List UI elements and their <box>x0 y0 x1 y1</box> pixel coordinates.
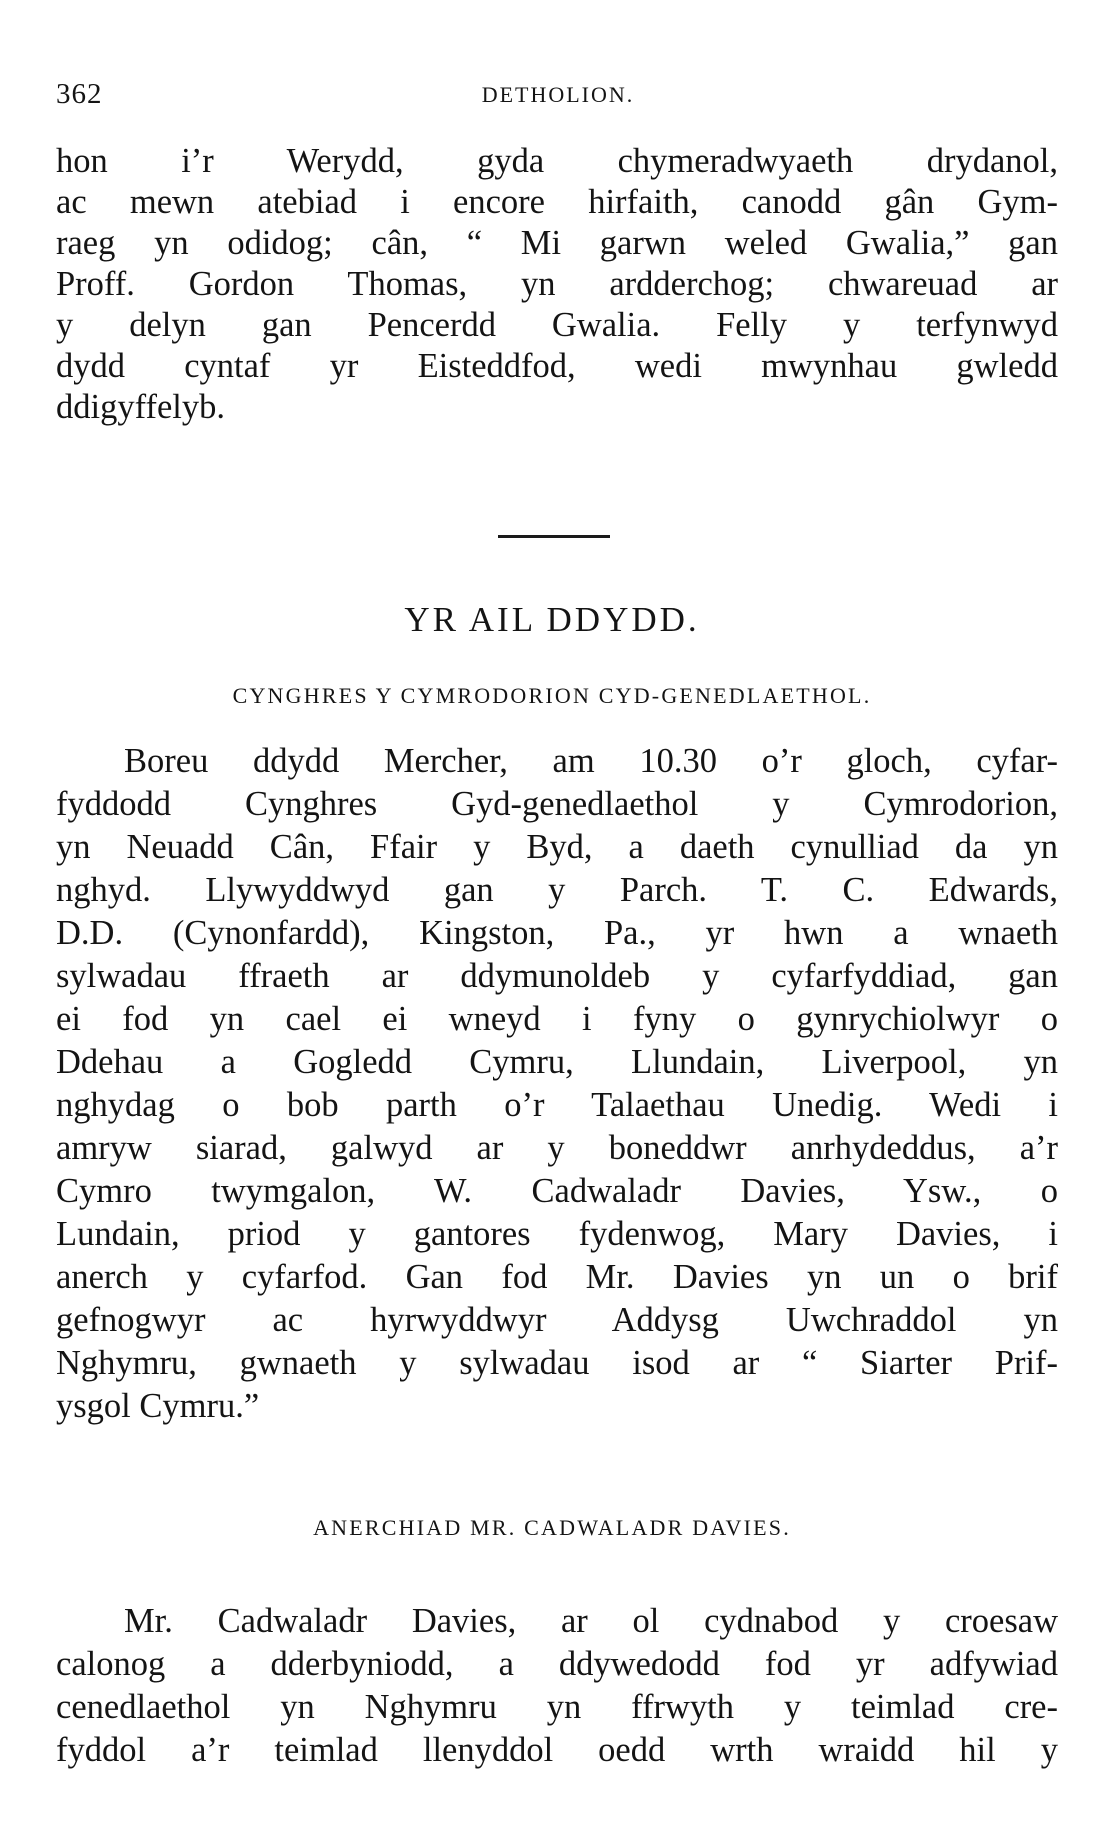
body-text-line: dydd cyntaf yr Eisteddfod, wedi mwynhau gwledd <box>56 347 1058 385</box>
body-text-line: D.D. (Cynonfardd), Kingston, Pa., yr hwn a wnaeth <box>56 914 1058 952</box>
body-text-line: ei fod yn cael ei wneyd i fyny o gynrychiolwyr o <box>56 1000 1058 1038</box>
body-text-line: ysgol Cymru.” <box>56 1387 260 1425</box>
body-text-line: calonog a dderbyniodd, a ddywedodd fod yr adfywiad <box>56 1645 1058 1683</box>
body-text-line: Boreu ddydd Mercher, am 10.30 o’r gloch, cyfar- <box>124 742 1058 780</box>
body-text-line: nghydag o bob parth o’r Talaethau Unedig. Wedi i <box>56 1086 1058 1124</box>
body-text-line: anerch y cyfarfod. Gan fod Mr. Davies yn un o brif <box>56 1258 1058 1296</box>
section-heading: YR AIL DDYDD. <box>404 600 700 639</box>
body-text-line: Ddehau a Gogledd Cymru, Llundain, Liverpool, yn <box>56 1043 1058 1081</box>
body-text-line: fyddol a’r teimlad llenyddol oedd wrth wraidd hil y <box>56 1731 1058 1769</box>
body-text-line: Lundain, priod y gantores fydenwog, Mary Davies, i <box>56 1215 1058 1253</box>
body-text-line: Mr. Cadwaladr Davies, ar ol cydnabod y croesaw <box>124 1602 1058 1640</box>
body-text-line: Proff. Gordon Thomas, yn ardderchog; chwareuad ar <box>56 265 1058 303</box>
body-text-line: y delyn gan Pencerdd Gwalia. Felly y terfynwyd <box>56 306 1058 344</box>
body-text-line: fyddodd Cynghres Gyd-genedlaethol y Cymrodorion, <box>56 785 1058 823</box>
body-text-line: gefnogwyr ac hyrwyddwyr Addysg Uwchraddol yn <box>56 1301 1058 1339</box>
section-separator-rule <box>498 535 610 538</box>
subheading-anerchiad: ANERCHIAD MR. CADWALADR DAVIES. <box>313 1515 791 1540</box>
running-head <box>56 78 1060 118</box>
body-text-line: raeg yn odidog; cân, “ Mi garwn weled Gwalia,” gan <box>56 224 1058 262</box>
body-text-line: yn Neuadd Cân, Ffair y Byd, a daeth cynulliad da yn <box>56 828 1058 866</box>
body-text-line: amryw siarad, galwyd ar y boneddwr anrhydeddus, a’r <box>56 1129 1058 1167</box>
body-text-line: sylwadau ffraeth ar ddymunoldeb y cyfarfyddiad, gan <box>56 957 1058 995</box>
running-title: DETHOLION. <box>481 82 635 107</box>
body-text-line: hon i’r Werydd, gyda chymeradwyaeth drydanol, <box>56 142 1058 180</box>
body-text-line: ddigyffelyb. <box>56 388 225 426</box>
body-text-line: ac mewn atebiad i encore hirfaith, canodd gân Gym- <box>56 183 1058 221</box>
body-text-line: Nghymru, gwnaeth y sylwadau isod ar “ Siarter Prif- <box>56 1344 1058 1382</box>
subheading-cynghres: CYNGHRES Y CYMRODORION CYD-GENEDLAETHOL. <box>232 683 872 708</box>
page-number: 362 <box>56 78 103 110</box>
body-text-line: Cymro twymgalon, W. Cadwaladr Davies, Ysw., o <box>56 1172 1058 1210</box>
body-text-line: nghyd. Llywyddwyd gan y Parch. T. C. Edwards, <box>56 871 1058 909</box>
body-text-line: cenedlaethol yn Nghymru yn ffrwyth y teimlad cre- <box>56 1688 1058 1726</box>
